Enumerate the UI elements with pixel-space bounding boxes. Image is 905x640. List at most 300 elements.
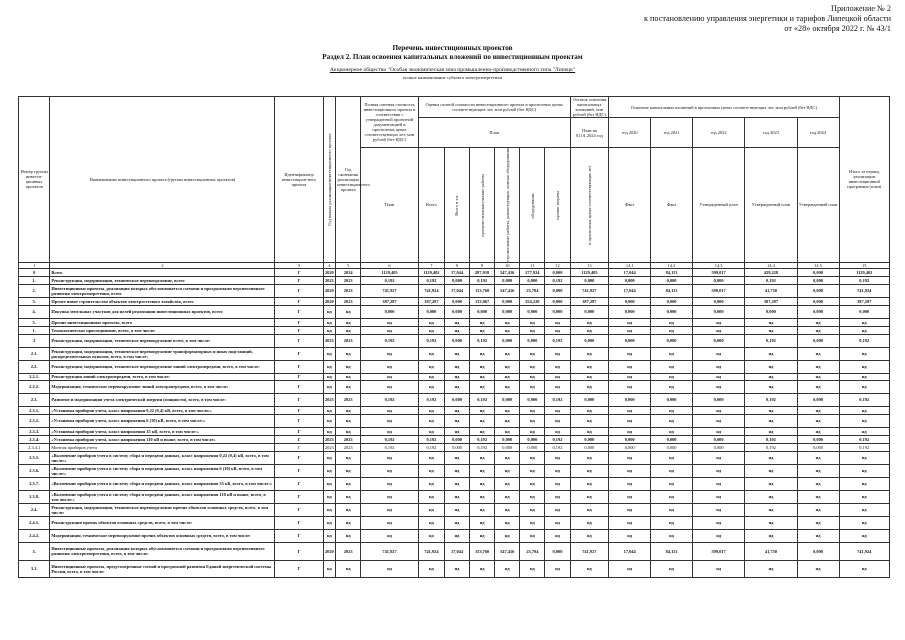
table-cell: нд: [520, 414, 545, 427]
table-cell: нд: [336, 503, 361, 516]
table-cell: нд: [609, 380, 651, 393]
table-row: [19, 297, 890, 305]
table-cell: нд: [470, 326, 495, 334]
table-row: [19, 334, 890, 347]
row-number: 2.3.2.: [19, 414, 50, 427]
table-cell: 1129,402: [839, 268, 890, 276]
table-cell: 0,000: [651, 443, 693, 451]
table-cell: нд: [692, 427, 744, 435]
table-cell: 0,000: [545, 268, 570, 276]
table-cell: 0,000: [470, 305, 495, 318]
table-cell: 0,192: [839, 443, 890, 451]
table-cell: нд: [609, 560, 651, 577]
investment-table: [18, 96, 890, 578]
table-cell: нд: [609, 414, 651, 427]
table-cell: 0,192: [545, 276, 570, 284]
table-cell: нд: [745, 318, 797, 326]
organization-name: Акционерное общество "Особая экономическая зона промышленно-производственного типа "Липецк": [329, 67, 576, 73]
table-cell: нд: [745, 490, 797, 503]
table-cell: 2023: [336, 435, 361, 443]
table-cell: 0,192: [545, 435, 570, 443]
table-cell: нд: [609, 427, 651, 435]
table-cell: нд: [839, 516, 890, 529]
table-cell: нд: [495, 529, 520, 542]
table-cell: 0,000: [797, 268, 839, 276]
table-cell: нд: [570, 326, 609, 334]
project-name: Монтаж приборов учета: [50, 443, 275, 451]
row-number: 3.1.: [19, 560, 50, 577]
table-cell: нд: [336, 451, 361, 464]
project-name: Реконструкция линий электропередачи, всего, в том числе:: [50, 373, 275, 380]
table-cell: нд: [444, 503, 469, 516]
table-cell: 387,287: [570, 297, 609, 305]
table-row: [19, 268, 890, 276]
table-cell: нд: [418, 414, 444, 427]
row-number: 2: [19, 334, 50, 347]
table-cell: нд: [323, 373, 336, 380]
header-total-period: Итого за период реализации инвестиционной программы (план): [839, 97, 890, 263]
table-cell: нд: [470, 360, 495, 373]
table-cell: нд: [495, 560, 520, 577]
table-cell: 387,287: [418, 297, 444, 305]
table-cell: нд: [323, 347, 336, 360]
table-cell: 0,192: [361, 435, 419, 443]
table-cell: нд: [692, 529, 744, 542]
table-cell: 17,044: [444, 284, 469, 297]
table-row: [19, 347, 890, 360]
table-cell: 741,927: [361, 284, 419, 297]
table-cell: Г: [275, 284, 323, 297]
table-cell: 0,000: [797, 443, 839, 451]
table-cell: нд: [336, 560, 361, 577]
table-cell: 0,192: [418, 393, 444, 406]
table-cell: нд: [444, 406, 469, 414]
table-cell: нд: [745, 347, 797, 360]
table-cell: нд: [797, 427, 839, 435]
table-cell: нд: [520, 380, 545, 393]
table-cell: 0,000: [797, 297, 839, 305]
table-cell: нд: [692, 318, 744, 326]
table-cell: нд: [336, 318, 361, 326]
table-cell: нд: [745, 516, 797, 529]
table-cell: нд: [692, 560, 744, 577]
table-cell: 23,704: [520, 284, 545, 297]
table-cell: 0,192: [545, 393, 570, 406]
row-number: 2.3.7.: [19, 477, 50, 490]
project-name: Прочие инвестиционные проекты, всего: [50, 318, 275, 326]
title-line-2: Раздел 2. План освоения капитальных вложений по инвестиционным проектам: [322, 53, 583, 61]
table-cell: 0,000: [444, 276, 469, 284]
table-cell: нд: [745, 373, 797, 380]
table-cell: нд: [545, 380, 570, 393]
table-cell: нд: [651, 347, 693, 360]
table-cell: нд: [570, 373, 609, 380]
project-name: Всего: [50, 268, 275, 276]
table-cell: нд: [495, 380, 520, 393]
table-row: [19, 560, 890, 577]
header-assess-equipment: оборудование: [520, 148, 545, 263]
table-cell: 0,192: [418, 334, 444, 347]
table-cell: 153,760: [470, 542, 495, 560]
table-cell: нд: [495, 414, 520, 427]
project-name: «Установка приборов учета, класс напряжения 0,22 (0,4) кВ, всего, в том числе:»: [50, 406, 275, 414]
table-cell: 0,000: [545, 542, 570, 560]
table-cell: нд: [495, 326, 520, 334]
table-cell: 0,192: [470, 334, 495, 347]
table-cell: нд: [839, 360, 890, 373]
table-row: [19, 516, 890, 529]
table-cell: 0,000: [797, 276, 839, 284]
header-sub-2024: Утвержденный план: [797, 148, 839, 263]
table-cell: нд: [418, 360, 444, 373]
table-cell: Г: [275, 477, 323, 490]
table-cell: нд: [570, 529, 609, 542]
table-cell: 0,192: [470, 393, 495, 406]
table-cell: Г: [275, 380, 323, 393]
table-cell: 0,192: [745, 435, 797, 443]
table-cell: 0,000: [495, 297, 520, 305]
table-cell: 0,000: [520, 334, 545, 347]
table-cell: 599,017: [692, 284, 744, 297]
table-cell: нд: [336, 477, 361, 490]
table-cell: нд: [361, 427, 419, 435]
table-cell: 1129,402: [418, 268, 444, 276]
table-cell: нд: [545, 318, 570, 326]
header-full-cost: Полная сметная стоимость инвестиционного проекта в соответствии с утвержденной проектной документацией в прогнозных ценах соответствующих лет, млн рублей (без НДС): [361, 97, 419, 148]
header-assess-other: прочие затраты: [545, 148, 570, 263]
table-cell: нд: [336, 326, 361, 334]
table-cell: Г: [275, 373, 323, 380]
appendix-header: [644, 4, 891, 34]
table-cell: 0,000: [495, 334, 520, 347]
table-cell: нд: [336, 305, 361, 318]
table-cell: нд: [520, 347, 545, 360]
table-cell: нд: [745, 560, 797, 577]
table-cell: нд: [651, 529, 693, 542]
table-cell: 0,000: [651, 276, 693, 284]
table-row: [19, 414, 890, 427]
table-cell: 2023: [324, 277, 334, 283]
table-cell: нд: [745, 380, 797, 393]
project-name: «Включение приборов учета в систему сбора и передачи данных, класс напряжения 6 (10) кВ, всего, в том числе:»: [50, 464, 275, 477]
table-cell: нд: [323, 360, 336, 373]
table-cell: нд: [692, 477, 744, 490]
table-cell: нд: [323, 451, 336, 464]
header-plan: Освоение капитальных вложений в прогнозных ценах соответствующих лет, млн рублей (без НДС): [609, 97, 839, 118]
table-cell: 0,000: [570, 443, 609, 451]
table-cell: нд: [545, 516, 570, 529]
table-cell: нд: [495, 406, 520, 414]
table-cell: 0,192: [361, 443, 419, 451]
table-cell: Г: [275, 305, 323, 318]
table-cell: 2020: [324, 298, 334, 304]
table-cell: 41,750: [745, 542, 797, 560]
table-cell: нд: [361, 360, 419, 373]
table-cell: нд: [545, 477, 570, 490]
table-cell: 741,924: [839, 542, 890, 560]
header-assess-plan: План: [418, 118, 570, 148]
project-name: Реконструкция, модернизация, техническое перевооружение трансформаторных и иных подстанций, распределительных пунктов, всего, в том числе:: [50, 347, 275, 360]
table-cell: 0,000: [651, 334, 693, 347]
table-cell: нд: [495, 427, 520, 435]
table-cell: нд: [609, 326, 651, 334]
column-number: 11: [520, 262, 545, 268]
table-cell: нд: [336, 516, 361, 529]
table-cell: нд: [418, 380, 444, 393]
table-cell: нд: [418, 326, 444, 334]
table-cell: 0,000: [797, 542, 839, 560]
table-cell: нд: [418, 451, 444, 464]
table-row: [19, 427, 890, 435]
header-remain-sub: в прогнозных ценах соответствующих лет: [570, 148, 609, 263]
table-cell: 0,192: [545, 334, 570, 347]
table-cell: нд: [336, 490, 361, 503]
table-cell: 741,924: [418, 284, 444, 297]
table-cell: нд: [336, 414, 361, 427]
table-cell: нд: [336, 347, 361, 360]
table-cell: Г: [275, 516, 323, 529]
table-cell: нд: [336, 380, 361, 393]
table-cell: 2020: [324, 269, 334, 275]
table-row: [19, 380, 890, 393]
table-cell: нд: [361, 318, 419, 326]
table-cell: нд: [323, 464, 336, 477]
table-cell: нд: [797, 490, 839, 503]
table-cell: нд: [495, 318, 520, 326]
column-number: 14.4: [745, 262, 797, 268]
table-cell: Г: [275, 542, 323, 560]
table-cell: Г: [275, 451, 323, 464]
table-cell: 0,000: [545, 305, 570, 318]
row-number: 2.4.: [19, 503, 50, 516]
table-cell: 741,927: [570, 542, 609, 560]
table-cell: 387,287: [839, 297, 890, 305]
table-cell: нд: [520, 464, 545, 477]
table-cell: нд: [361, 347, 419, 360]
table-cell: нд: [797, 347, 839, 360]
table-cell: нд: [418, 490, 444, 503]
table-cell: нд: [545, 560, 570, 577]
table-cell: 0,000: [444, 443, 469, 451]
table-cell: 0,000: [609, 305, 651, 318]
table-cell: 0,000: [520, 305, 545, 318]
table-cell: 0,000: [651, 393, 693, 406]
table-cell: 599,017: [692, 268, 744, 276]
table-cell: нд: [692, 414, 744, 427]
table-cell: 0,000: [570, 334, 609, 347]
table-cell: нд: [797, 380, 839, 393]
table-cell: нд: [651, 503, 693, 516]
table-cell: 0,000: [745, 305, 797, 318]
table-cell: нд: [692, 406, 744, 414]
table-cell: нд: [609, 318, 651, 326]
table-cell: нд: [651, 427, 693, 435]
table-cell: нд: [745, 326, 797, 334]
table-cell: 0,192: [470, 435, 495, 443]
row-number: 2.3.5.: [19, 451, 50, 464]
table-cell: нд: [609, 516, 651, 529]
table-cell: нд: [336, 360, 361, 373]
row-number: 3.: [19, 297, 50, 305]
table-cell: нд: [692, 464, 744, 477]
table-cell: 2020: [323, 284, 336, 297]
header-group-number: Номер группы инвести-ционных проектов: [19, 97, 50, 263]
table-row: [19, 326, 890, 334]
table-cell: 0,192: [745, 276, 797, 284]
row-number: 2.3.8.: [19, 490, 50, 503]
table-cell: Г: [275, 318, 323, 326]
table-cell: 0,000: [545, 284, 570, 297]
table-cell: нд: [651, 464, 693, 477]
table-cell: нд: [651, 326, 693, 334]
table-row: [19, 284, 890, 297]
table-cell: нд: [570, 406, 609, 414]
table-cell: Г: [275, 276, 323, 284]
header-project-id: Идентификатор инвестицион-ного проекта: [275, 97, 323, 263]
table-cell: нд: [418, 560, 444, 577]
column-number: 14.1: [609, 262, 651, 268]
table-cell: нд: [323, 560, 336, 577]
table-cell: нд: [361, 529, 419, 542]
column-number: 7: [418, 262, 444, 268]
table-cell: нд: [570, 490, 609, 503]
table-cell: нд: [470, 318, 495, 326]
title-line-1: Перечень инвестиционных проектов: [392, 44, 513, 52]
project-name: Реконструкция, модернизация, техническое перевооружение прочих объектов основных средств, всего, в том числе:: [50, 503, 275, 516]
table-cell: нд: [418, 477, 444, 490]
table-cell: 0,192: [839, 435, 890, 443]
table-row: [19, 360, 890, 373]
header-assess-construction: строительные работы, реконструкция, монтаж оборудования: [495, 148, 520, 263]
table-cell: нд: [745, 360, 797, 373]
table-cell: нд: [520, 516, 545, 529]
row-number: 2.3.1.: [19, 406, 50, 414]
table-cell: 2023: [336, 276, 361, 284]
table-cell: нд: [797, 464, 839, 477]
table-cell: нд: [839, 503, 890, 516]
table-cell: нд: [545, 503, 570, 516]
table-cell: нд: [570, 427, 609, 435]
table-cell: Г: [275, 406, 323, 414]
table-cell: 0,000: [692, 297, 744, 305]
header-assess-design: проектно-изыскательские работы: [470, 148, 495, 263]
table-cell: нд: [444, 414, 469, 427]
table-cell: 741,924: [418, 542, 444, 560]
table-row: [19, 276, 890, 284]
table-cell: 287,018: [470, 268, 495, 276]
header-cost-assessment: Оценка полной стоимости инвестиционного проекта в прогнозных ценах соответствующих лет, млн рублей (без НДС): [418, 97, 570, 118]
table-cell: 741,924: [839, 284, 890, 297]
table-cell: нд: [470, 516, 495, 529]
table-cell: 2023: [336, 393, 361, 406]
table-row: [19, 490, 890, 503]
table-cell: 0,000: [651, 297, 693, 305]
table-cell: нд: [520, 490, 545, 503]
organization-block: [0, 67, 905, 81]
table-cell: Г: [275, 529, 323, 542]
table-cell: 0,000: [609, 297, 651, 305]
column-number: 13: [570, 262, 609, 268]
project-name: Технологическое присоединение, всего, в том числе:: [50, 326, 275, 334]
table-cell: нд: [520, 318, 545, 326]
table-cell: 2023: [324, 436, 334, 442]
table-cell: нд: [609, 373, 651, 380]
table-cell: нд: [361, 326, 419, 334]
table-cell: нд: [323, 318, 336, 326]
table-cell: 0,000: [444, 297, 469, 305]
table-row: [19, 443, 890, 451]
table-cell: 0,192: [745, 443, 797, 451]
table-cell: нд: [418, 464, 444, 477]
table-cell: 254,220: [520, 297, 545, 305]
table-cell: 133,067: [470, 297, 495, 305]
table-cell: 0,000: [609, 393, 651, 406]
project-name: Реконструкция прочих объектов основных средств, всего, в том числе:: [50, 516, 275, 529]
table-cell: 0,000: [692, 435, 744, 443]
table-cell: нд: [839, 529, 890, 542]
header-year-end: Год окончания реализации инвестиционного проекта: [336, 97, 361, 263]
table-cell: 0,000: [444, 305, 469, 318]
table-row: [19, 464, 890, 477]
project-name: Модернизация, техническое перевооружение прочих объектов основных средств, всего, в том числе:: [50, 529, 275, 542]
table-cell: нд: [444, 373, 469, 380]
table-cell: нд: [797, 406, 839, 414]
table-cell: 153,760: [470, 284, 495, 297]
table-cell: нд: [444, 477, 469, 490]
table-cell: 0,000: [361, 305, 419, 318]
table-cell: нд: [444, 464, 469, 477]
table-cell: Г: [275, 443, 323, 451]
table-cell: нд: [839, 490, 890, 503]
table-cell: Г: [275, 427, 323, 435]
table-cell: нд: [545, 326, 570, 334]
column-number: 15: [839, 262, 890, 268]
row-number: 2.3.6.: [19, 464, 50, 477]
header-sub-2022: Утвержденный план: [692, 148, 744, 263]
table-cell: нд: [418, 406, 444, 414]
table-cell: нд: [745, 406, 797, 414]
row-number: 2.4.2.: [19, 529, 50, 542]
table-cell: нд: [495, 373, 520, 380]
table-cell: 547,416: [495, 542, 520, 560]
table-cell: нд: [444, 326, 469, 334]
table-cell: нд: [692, 451, 744, 464]
table-cell: нд: [570, 477, 609, 490]
table-cell: нд: [444, 516, 469, 529]
table-row: [19, 435, 890, 443]
organization-caption: полное наименование субъекта электроэнергетики: [402, 75, 503, 80]
table-cell: 2020: [323, 542, 336, 560]
table-cell: нд: [495, 490, 520, 503]
table-cell: нд: [323, 326, 336, 334]
table-cell: нд: [444, 529, 469, 542]
table-cell: нд: [444, 360, 469, 373]
project-name: Реконструкция, модернизация, техническое перевооружение линий электропередачи, всего, в том числе:: [50, 360, 275, 373]
table-cell: нд: [651, 373, 693, 380]
table-cell: нд: [651, 380, 693, 393]
row-number: 2.2.2.: [19, 380, 50, 393]
table-cell: 84,113: [651, 268, 693, 276]
table-cell: нд: [609, 406, 651, 414]
table-cell: нд: [361, 503, 419, 516]
table-cell: нд: [609, 490, 651, 503]
table-cell: нд: [470, 406, 495, 414]
table-cell: нд: [361, 414, 419, 427]
table-cell: Г: [275, 435, 323, 443]
table-cell: Г: [275, 490, 323, 503]
table-cell: нд: [839, 380, 890, 393]
table-cell: нд: [323, 414, 336, 427]
